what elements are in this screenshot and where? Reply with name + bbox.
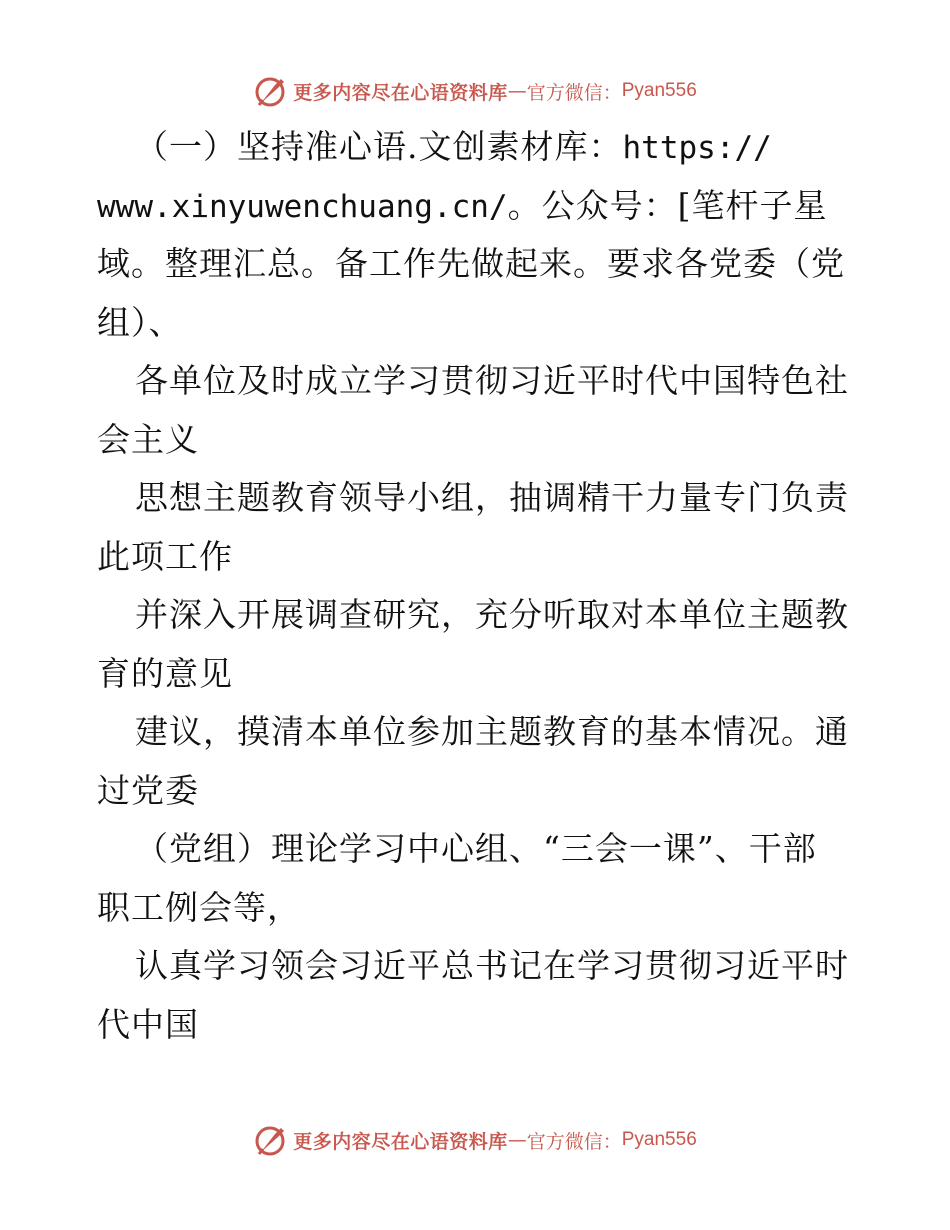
text-line-5: 各单位及时成立学习贯彻习近平时代中国特色社 (135, 361, 849, 400)
header-banner-text: 更多内容尽在心语资料库 (293, 81, 508, 104)
text-line-2a: www.xinyuwenchuang.cn/ (97, 188, 508, 225)
text-line-12: 过党委 (97, 770, 199, 810)
text-line-15: 认真学习领会习近平总书记在学习贯彻习近平时 (135, 946, 849, 985)
header-banner-separator: — (507, 80, 527, 102)
text-line-10: 育的意见 (97, 653, 233, 693)
text-line-2b: 。公众号：[笔杆子星 (507, 185, 828, 225)
text-line-1b: https:// (622, 130, 772, 166)
footer-wechat-label: 官方微信： (526, 1130, 622, 1153)
text-line-6: 会主义 (97, 419, 199, 459)
brush-logo-icon (253, 1122, 289, 1158)
text-line-16: 代中国 (97, 1004, 199, 1044)
header-banner (0, 71, 950, 111)
text-line-1a: （一）坚持准心语.文创素材库： (135, 127, 623, 166)
text-line-8: 此项工作 (97, 536, 233, 576)
text-line-3: 域。整理汇总。备工作先做起来。要求各党委（党 (97, 244, 845, 283)
document-body (97, 118, 857, 1054)
footer-banner-separator: — (507, 1129, 527, 1151)
brush-logo-icon (253, 73, 289, 109)
footer-wechat-id: Pyan556 (621, 1129, 697, 1150)
text-line-4: 组）、 (97, 302, 183, 342)
text-line-14: 职工例会等， (97, 887, 301, 927)
footer-banner-text: 更多内容尽在心语资料库 (293, 1130, 508, 1153)
text-line-13: （党组）理论学习中心组、“三会一课”、干部 (135, 829, 817, 868)
text-line-7: 思想主题教育领导小组，抽调精干力量专门负责 (135, 478, 849, 517)
text-line-11: 建议，摸清本单位参加主题教育的基本情况。通 (135, 712, 849, 751)
header-wechat-label: 官方微信： (526, 81, 622, 104)
text-line-2 (97, 177, 857, 236)
header-wechat-id: Pyan556 (621, 80, 697, 101)
text-line-1 (97, 118, 857, 177)
text-line-9: 并深入开展调查研究，充分听取对本单位主题教 (135, 595, 849, 634)
footer-banner (0, 1120, 950, 1160)
